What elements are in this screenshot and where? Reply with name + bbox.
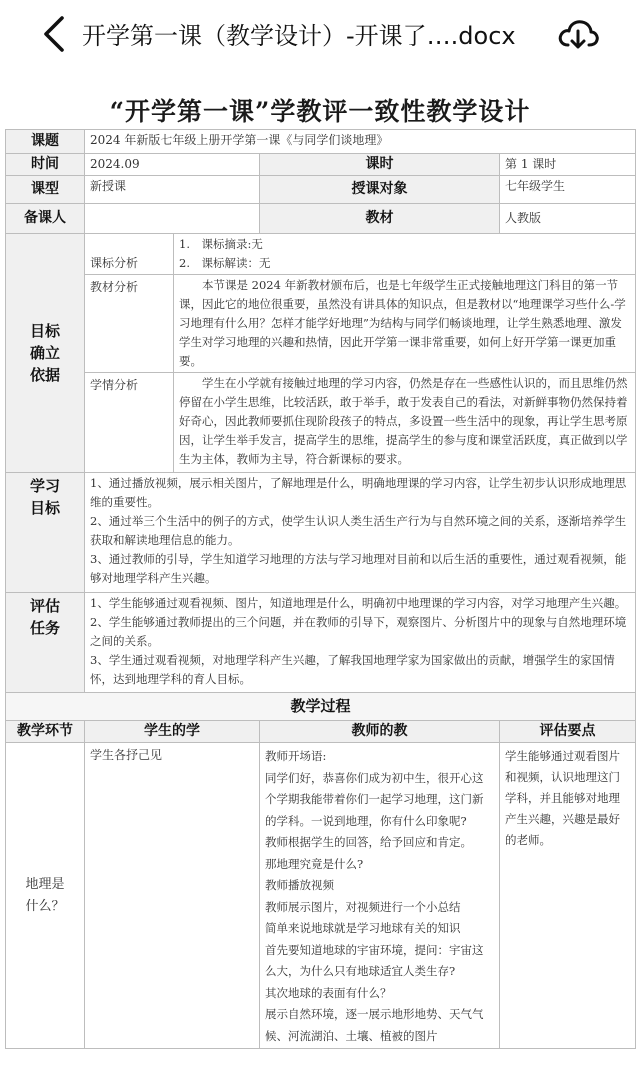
header-student: 学生的学 xyxy=(85,721,260,743)
cloud-download-icon[interactable] xyxy=(556,14,600,54)
teacher-line: 其次地球的表面有什么？ xyxy=(265,985,392,1000)
student-cell: 学生各抒己见 xyxy=(85,743,260,1049)
teacher-line: 的学科。一说到地理，你有什么印象呢? xyxy=(265,813,467,828)
period-label: 课时 xyxy=(260,154,500,176)
teacher-line: 教师播放视频 xyxy=(265,878,334,892)
back-icon[interactable] xyxy=(38,14,72,54)
header-teacher: 教师的教 xyxy=(260,721,500,743)
process-header-row xyxy=(6,721,636,743)
objectives-row xyxy=(6,473,636,593)
learner-analysis-cell xyxy=(174,373,636,473)
objective-item: 2、通过举三个生活中的例子的方式，使学生认识人类生活生产行为与自然环境之间的关系，逐渐培养学生获取和解读地理信息的能力。 xyxy=(90,514,627,547)
objective-item: 1、通过播放视频，展示相关图片，了解地理是什么，明确地理课的学习内容，让学生初步认识形成地理思维的重要性。 xyxy=(90,476,627,509)
teacher-line: 首先要知道地球的宇宙环境，提问：宇宙这 xyxy=(265,942,484,957)
process-title: 教学过程 xyxy=(6,693,636,721)
assessment-cell xyxy=(85,593,636,693)
teacher-line: 么大，为什么只有地球适宜人类生存? xyxy=(265,964,456,978)
assessment-item: 2、学生能够通过教师提出的三个问题，并在教师的引导下，观察图片、分析图片中的现象与自然地理环境之间的关系。 xyxy=(90,615,627,648)
teacher-cell xyxy=(260,743,500,1049)
textbook-analysis-text: 本节课是 2024 年新教材颁布后，也是七年级学生正式接触地理这门科目的第一节课，因此它的地位很重要，虽然没有讲具体的知识点，但是教材以“地理课学习些什么-学习地理有什么用？怎样才能学好地理”为结构与同学们畅谈地理，让学生熟悉地理、激发学生对学习地理的兴趣和热情，因此开学第一课非常重要，如何上好开学第一课更加重要。 xyxy=(179,278,626,368)
textbook-analysis-cell xyxy=(174,275,636,373)
time-label: 时间 xyxy=(6,154,85,176)
time-row xyxy=(6,154,636,176)
document-heading: “开学第一课”学教评一致性教学设计 xyxy=(109,97,531,126)
curriculum-label: 课标分析 xyxy=(85,234,174,275)
curriculum-item: 1. 课标摘录:无 xyxy=(179,237,263,251)
process-title-row xyxy=(6,693,636,721)
type-value: 新授课 xyxy=(85,176,260,204)
teacher-line: 那地理究竟是什么? xyxy=(265,856,364,871)
textbook-analysis-row xyxy=(6,275,636,373)
assessment-label: 评估 任务 xyxy=(6,593,85,693)
teacher-line: 候、河流湖泊、土壤、植被的图片 xyxy=(265,1028,438,1043)
audience-label: 授课对象 xyxy=(260,176,500,204)
textbook-value: 人教版 xyxy=(500,204,636,234)
time-value: 2024.09 xyxy=(85,154,260,176)
teacher-line: 展示自然环境，逐一展示地形地势、天气气 xyxy=(265,1007,484,1021)
textbook-label: 教材 xyxy=(260,204,500,234)
course-value: 2024 年新版七年级上册开学第一课《与同学们谈地理》 xyxy=(85,130,636,154)
curriculum-row xyxy=(6,234,636,275)
process-row xyxy=(6,743,636,1049)
course-label: 课题 xyxy=(6,130,85,154)
period-value: 第 1 课时 xyxy=(500,154,636,176)
type-label: 课型 xyxy=(6,176,85,204)
file-title: 开学第一课（教学设计）-开课了….docx xyxy=(82,22,516,50)
teacher-line: 教师展示图片，对视频进行一个小总结 xyxy=(265,899,461,914)
teacher-line: 教师开场语: xyxy=(265,749,327,763)
stage-cell: 地理是 什么？ xyxy=(6,743,85,1049)
learner-analysis-label: 学情分析 xyxy=(85,373,174,473)
assessment-item: 3、学生通过观看视频，对地理学科产生兴趣，了解我国地理学家为国家做出的贡献，增强学生的家国情怀，达到地理学科的育人目标。 xyxy=(90,653,615,686)
basis-label: 目标 确立 依据 xyxy=(6,234,85,473)
teacher-line: 同学们好，恭喜你们成为初中生，很开心这 xyxy=(265,770,484,785)
audience-value: 七年级学生 xyxy=(500,176,636,204)
curriculum-item: 2. 课标解读：无 xyxy=(179,256,271,270)
teacher-line: 教师根据学生的回答，给予回应和肯定。 xyxy=(265,835,472,849)
top-navigation-bar xyxy=(0,0,640,72)
header-assessment: 评估要点 xyxy=(500,721,636,743)
objective-item: 3、通过教师的引导，学生知道学习地理的方法与学习地理对目前和以后生活的重要性，通过观看视频，能够对地理学科产生兴趣。 xyxy=(90,552,627,585)
objectives-label: 学习 目标 xyxy=(6,473,85,593)
assessment-item: 1、学生能够通过观看视频、图片，知道地理是什么，明确初中地理课的学习内容，对学习地理产生兴趣。 xyxy=(90,596,627,610)
textbook-analysis-label: 教材分析 xyxy=(85,275,174,373)
preparer-value xyxy=(85,204,260,234)
teacher-line: 个学期我能带着你们一起学习地理，这门新 xyxy=(265,792,484,806)
curriculum-items xyxy=(174,234,636,275)
course-row xyxy=(6,130,636,154)
assessment-row xyxy=(6,593,636,693)
learner-analysis-row xyxy=(6,373,636,473)
teacher-line: 简单来说地球就是学习地球有关的知识 xyxy=(265,921,461,935)
type-row xyxy=(6,176,636,204)
header-stage: 教学环节 xyxy=(6,721,85,743)
preparer-row xyxy=(6,204,636,234)
assessment-points-cell: 学生能够通过观看图片和视频，认识地理这门学科，并且能够对地理产生兴趣，兴趣是最好的老师。 xyxy=(500,743,636,1049)
objectives-cell xyxy=(85,473,636,593)
lesson-plan-table xyxy=(5,129,636,1049)
learner-analysis-text: 学生在小学就有接触过地理的学习内容，仍然是存在一些感性认识的，而且思维仍然停留在小学生思维，比较活跃，敢于举手，敢于发表自己的看法，对新鲜事物仍然保持着好奇心，因此教师要抓住现阶段孩子的特点，多设置一些生活中的现象，再让学生思考原因，让学生举手发言，提高学生的思维，提高学生的参与度和课堂活跃度，真正做到以学生为主体，教师为主导，符合新课标的要求。 xyxy=(179,376,628,466)
preparer-label: 备课人 xyxy=(6,204,85,234)
